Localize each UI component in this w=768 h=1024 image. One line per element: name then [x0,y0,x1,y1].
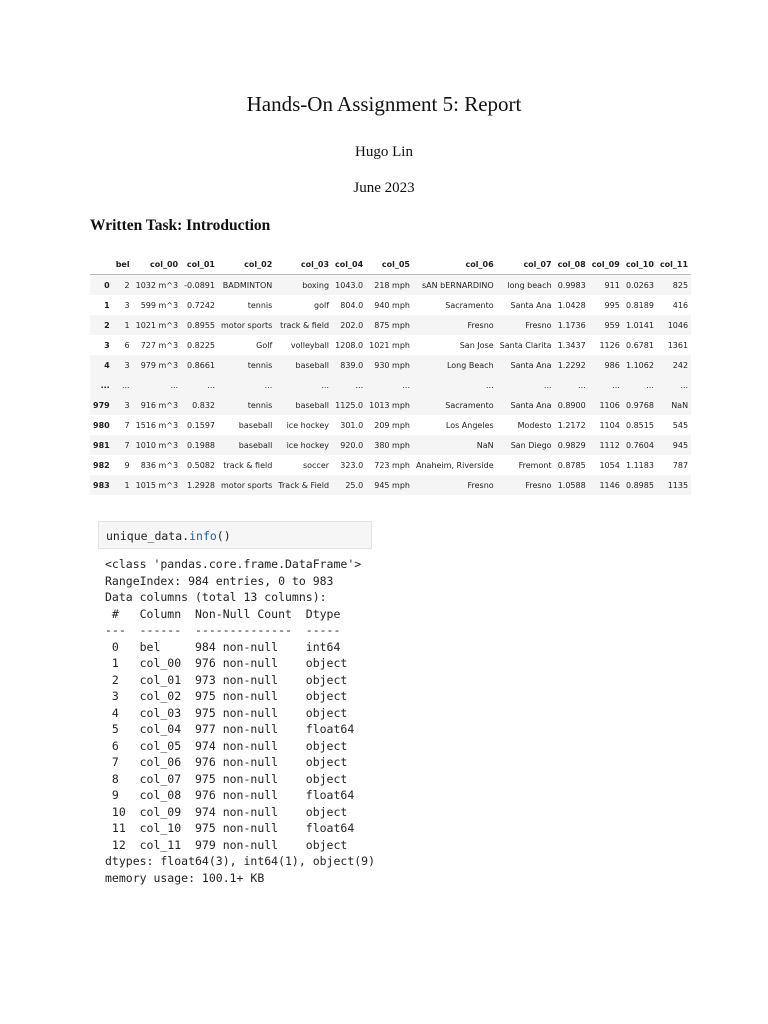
table-row [90,295,691,315]
table-cell: tennis [247,300,273,310]
output-line: --- ------ -------------- ----- [105,623,355,637]
table-cell: 0.8785 [557,460,586,470]
column-header: col_05 [366,255,413,275]
table-cell: 1015 m^3 [135,480,179,490]
table-cell: baseball [295,400,330,410]
table-cell: ice hockey [286,440,330,450]
table-cell: 1208.0 [335,340,364,350]
table-cell: 1.2172 [557,420,586,430]
output-line: Data columns (total 13 columns): [105,590,327,604]
table-cell: 930 mph [374,360,410,370]
table-cell: ... [402,380,410,390]
table-cell: 0.9768 [625,400,654,410]
output-line: 0 bel 984 non-null int64 [105,639,355,654]
row-index: 979 [93,400,110,410]
table-cell: Track & Field [278,480,330,490]
output-line: 12 col_11 979 non-null object [105,837,355,852]
section-heading: Written Task: Introduction [90,217,271,234]
table-cell: San Jose [459,340,494,350]
table-cell: ... [680,380,689,390]
table-row [90,315,691,335]
table-cell: 1010 m^3 [135,440,179,450]
column-header: col_03 [275,255,332,275]
column-header: col_02 [218,255,275,275]
table-cell: Golf [256,340,273,350]
table-cell: Sacramento [445,400,494,410]
output-line: 9 col_08 976 non-null float64 [105,788,355,802]
table-cell: 0.8955 [187,320,215,330]
output-line: 2 col_01 973 non-null object [105,672,355,687]
output-line: 3 col_02 975 non-null object [105,689,355,703]
table-cell: Fresno [525,320,552,330]
row-index: 983 [93,480,110,490]
table-cell: 6 [124,340,130,350]
table-cell: 2 [124,280,130,290]
table-cell: 1.0141 [625,320,654,330]
table-cell: 545 [672,420,689,430]
table-cell: Modesto [517,420,552,430]
table-cell: ... [612,380,620,390]
row-index: 3 [104,340,110,350]
table-cell: track & field [280,320,330,330]
table-cell: 787 [672,460,689,470]
table-cell: -0.0891 [184,280,215,290]
table-cell: 0.8189 [625,300,654,310]
table-cell: 804.0 [340,300,364,310]
output-line: 7 col_06 976 non-null object [105,755,355,769]
output-line: 11 col_10 975 non-null float64 [105,821,355,835]
code-output [105,556,375,886]
output-line: dtypes: float64(3), int64(1), object(9) [105,854,376,868]
table-cell: 209 mph [374,420,410,430]
table-cell: ... [578,380,586,390]
table-cell: 242 [672,360,689,370]
table-row [90,415,691,435]
table-row [90,455,691,475]
output-line: 1 col_00 976 non-null object [105,656,355,670]
table-cell: ... [646,380,654,390]
dataframe-table [90,255,691,495]
table-cell: long beach [507,280,552,290]
column-header: col_11 [657,255,691,275]
output-line: memory usage: 100.1+ KB [105,870,265,885]
row-index: 981 [93,440,110,450]
table-cell: 0.5082 [187,460,215,470]
table-cell: NaN [476,440,494,450]
code-input-cell[interactable] [98,521,372,549]
row-index: 1 [104,300,110,310]
output-line: 8 col_07 975 non-null object [105,771,355,786]
table-cell: 0.8661 [187,360,215,370]
table-cell: 1032 m^3 [135,280,179,290]
table-cell: NaN [671,400,689,410]
row-index: 980 [93,420,110,430]
table-cell: 9 [124,460,130,470]
table-cell: 1 [124,320,130,330]
column-header: col_07 [497,255,555,275]
column-header: col_09 [589,255,623,275]
document-date: June 2023 [353,180,415,196]
table-cell: motor sports [221,320,273,330]
table-cell: San Diego [510,440,552,450]
table-cell: 979 m^3 [140,360,179,370]
column-header: col_01 [181,255,218,275]
table-cell: 727 m^3 [140,340,179,350]
table-cell: 202.0 [340,320,364,330]
table-cell: Los Angeles [445,420,494,430]
table-cell: 0.1988 [187,440,215,450]
table-cell: track & field [223,460,273,470]
table-cell: 218 mph [374,280,410,290]
table-header [90,255,691,275]
output-line: <class 'pandas.core.frame.DataFrame'> [105,557,362,571]
table-cell: 416 [672,300,689,310]
table-cell: ... [321,380,330,390]
header-row [90,255,691,275]
table-cell: Fresno [467,320,494,330]
table-cell: 986 [604,360,620,370]
table-cell: Sacramento [445,300,494,310]
table-cell: 0.9829 [557,440,586,450]
row-index: 982 [93,460,110,470]
output-line: 5 col_04 977 non-null float64 [105,722,355,736]
output-line: # Column Non-Null Count Dtype [105,606,355,621]
table-cell: 916 m^3 [140,400,179,410]
table-cell: 911 [604,280,620,290]
table-cell: 0.7242 [187,300,215,310]
output-line: RangeIndex: 984 entries, 0 to 983 [105,573,334,588]
table-cell: 1126 [599,340,620,350]
table-body [90,275,691,496]
table-cell: Santa Ana [510,400,552,410]
table-cell: ... [121,380,130,390]
table-cell: ... [264,380,273,390]
table-cell: 301.0 [340,420,364,430]
table-row [90,335,691,355]
table-cell: motor sports [221,480,273,490]
table-cell: 3 [124,360,130,370]
table-cell: 1.1183 [625,460,654,470]
column-header: col_10 [623,255,657,275]
table-row [90,375,691,395]
table-cell: volleyball [290,340,330,350]
table-cell: ... [355,380,364,390]
table-cell: 839.0 [340,360,364,370]
column-header [90,255,113,275]
table-cell: 0.7604 [625,440,654,450]
table-cell: 1106 [599,400,620,410]
column-header: bel [113,255,133,275]
table-cell: 0.832 [192,400,215,410]
table-cell: BADMINTON [222,280,273,290]
table-cell: 1146 [599,480,620,490]
table-cell: 0.8985 [625,480,654,490]
table-cell: 3 [124,400,130,410]
column-header: col_06 [413,255,497,275]
table-cell: 0.8515 [625,420,654,430]
table-cell: 0.9983 [557,280,586,290]
table-cell: 1.2928 [187,480,215,490]
table-cell: 0.1597 [187,420,215,430]
column-header: col_08 [555,255,589,275]
table-cell: baseball [238,440,273,450]
table-cell: 1125.0 [335,400,364,410]
table-cell: 1.0428 [557,300,586,310]
table-cell: 1516 m^3 [135,420,179,430]
table-cell: 3 [124,300,130,310]
code-object: unique_data. [106,529,190,543]
row-index: ... [100,380,110,390]
table-cell: tennis [247,360,273,370]
row-index: 4 [104,360,110,370]
table-cell: Fresno [525,480,552,490]
table-row [90,435,691,455]
table-cell: 380 mph [374,440,410,450]
table-cell: 836 m^3 [140,460,179,470]
table-cell: 723 mph [374,460,410,470]
table-cell: 1104 [599,420,620,430]
table-cell: 945 [672,440,689,450]
table-cell: 7 [124,420,130,430]
table-cell: 1043.0 [335,280,364,290]
table-cell: 1013 mph [369,400,410,410]
table-cell: golf [314,300,330,310]
table-cell: Santa Ana [510,300,552,310]
table-cell: 1.3437 [557,340,586,350]
table-cell: 0.8900 [557,400,586,410]
code-parens: () [216,529,231,543]
table-cell: 959 [604,320,620,330]
table-cell: sAN bERNARDINO [421,280,494,290]
table-cell: 945 mph [374,480,410,490]
table-row [90,355,691,375]
row-index: 0 [104,280,110,290]
row-index: 2 [104,320,110,330]
output-line: 6 col_05 974 non-null object [105,738,355,753]
column-header: col_04 [332,255,366,275]
output-line: 4 col_03 975 non-null object [105,705,355,720]
table-cell: tennis [247,400,273,410]
table-cell: Fremont [518,460,552,470]
table-cell: 995 [604,300,620,310]
table-cell: 1054 [599,460,620,470]
table-cell: Anaheim, Riverside [416,460,494,470]
table-cell: 875 mph [374,320,410,330]
table-cell: 1112 [599,440,620,450]
table-row [90,395,691,415]
table-cell: 7 [124,440,130,450]
table-cell: 1.0588 [557,480,586,490]
table-cell: 940 mph [374,300,410,310]
table-cell: 1021 m^3 [135,320,179,330]
table-cell: baseball [238,420,273,430]
table-cell: baseball [295,360,330,370]
table-cell: 0.6781 [625,340,654,350]
table-cell: 1.1736 [557,320,586,330]
table-cell: 825 [672,280,689,290]
table-cell: 25.0 [345,480,364,490]
code-method: info [189,529,217,543]
table-cell: 920.0 [340,440,364,450]
table-cell: Santa Clarita [499,340,552,350]
table-cell: 323.0 [340,460,364,470]
table-cell: soccer [302,460,330,470]
table-cell: ... [543,380,552,390]
table-cell: ... [207,380,215,390]
table-cell: 1046 [667,320,689,330]
table-cell: ... [486,380,494,390]
table-cell: Santa Ana [510,360,552,370]
table-cell: 1.2292 [557,360,586,370]
table-cell: 1.1062 [625,360,654,370]
table-cell: 1361 [667,340,689,350]
table-cell: Long Beach [446,360,494,370]
table-cell: 599 m^3 [140,300,179,310]
output-line: 10 col_09 974 non-null object [105,804,355,819]
table-row [90,475,691,495]
table-cell: ice hockey [286,420,330,430]
document-title: Hands-On Assignment 5: Report [246,92,522,116]
table-cell: 1 [124,480,130,490]
table-cell: 0.8225 [187,340,215,350]
table-cell: 1135 [667,480,689,490]
author-name: Hugo Lin [355,144,413,160]
table-cell: Fresno [467,480,494,490]
table-cell: 0.0263 [625,280,654,290]
table-cell: ... [170,380,179,390]
table-cell: boxing [302,280,330,290]
column-header: col_00 [133,255,182,275]
table-row [90,275,691,296]
table-cell: 1021 mph [369,340,410,350]
